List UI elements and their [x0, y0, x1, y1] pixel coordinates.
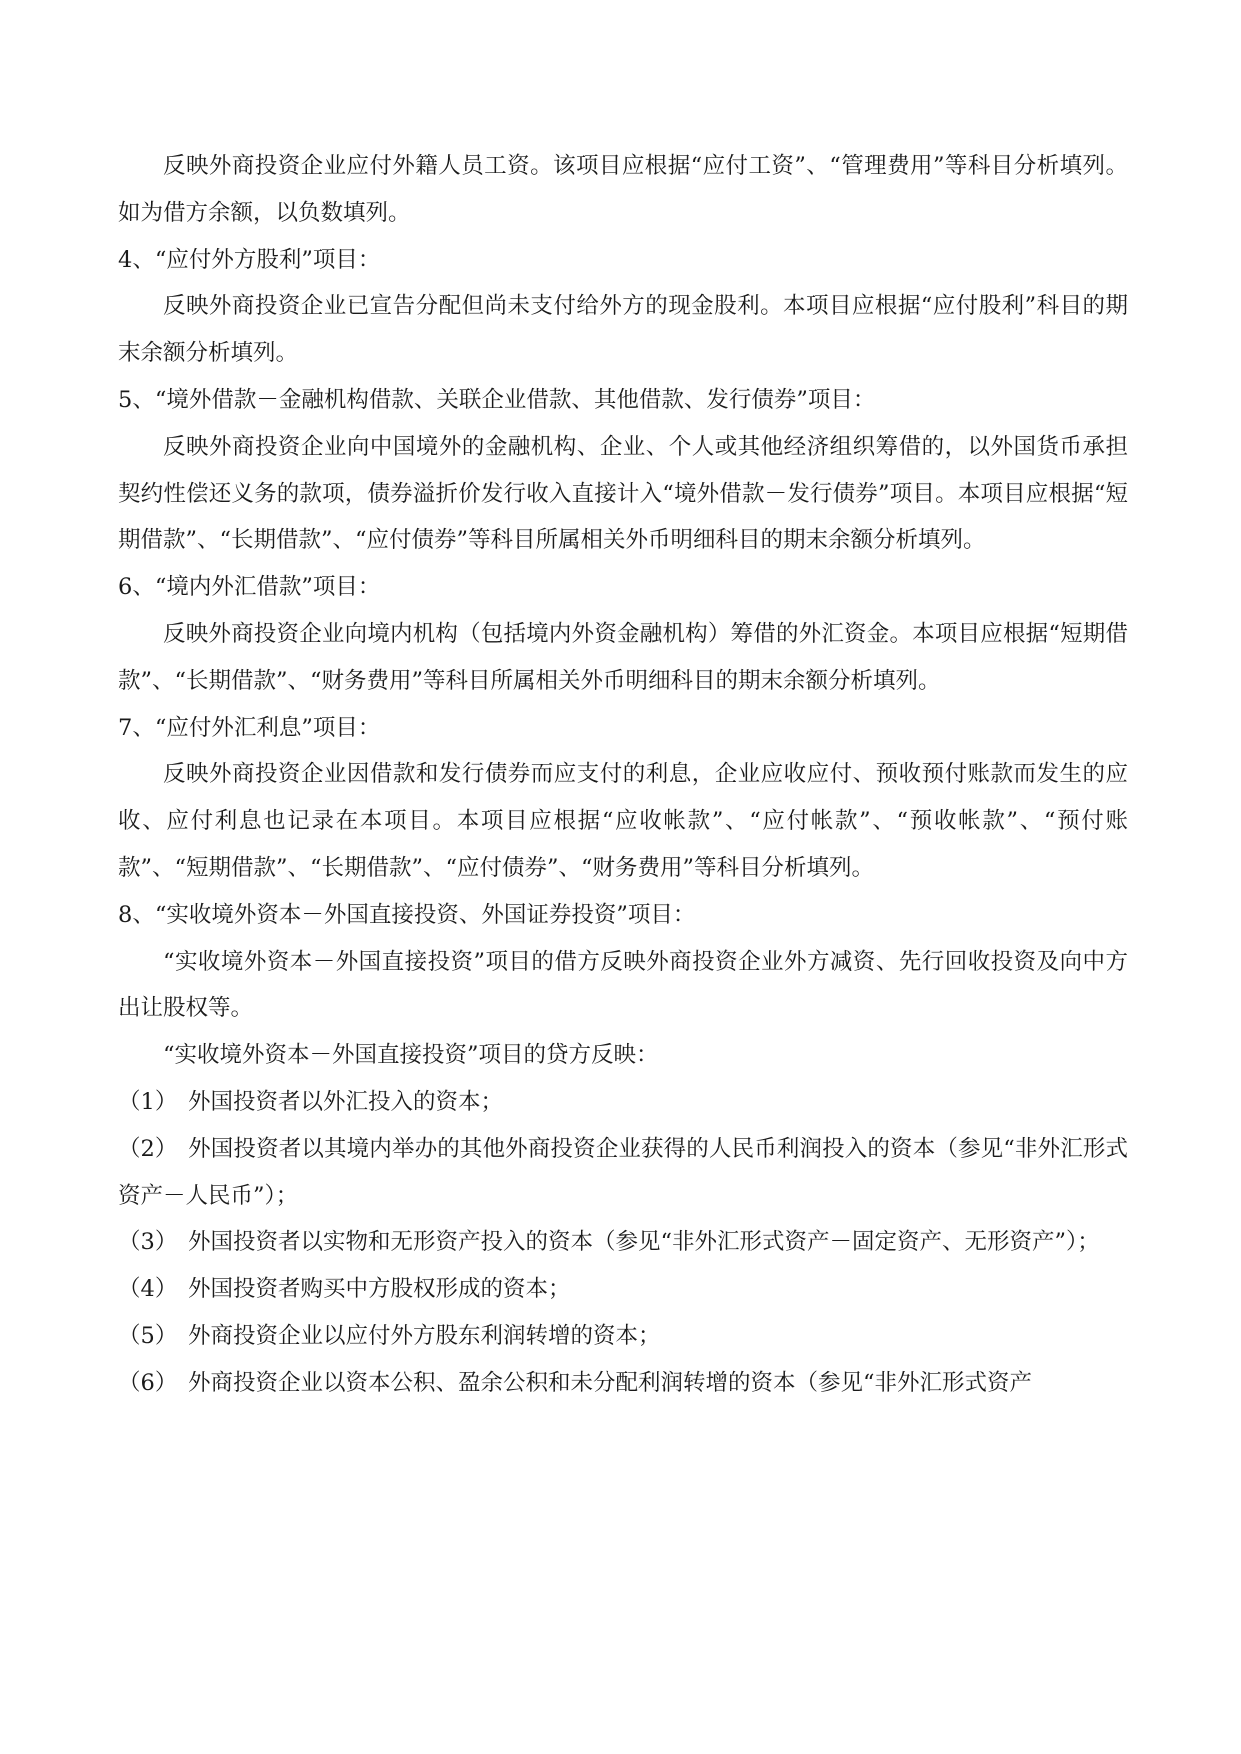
para-foreign-staff-wages: 反映外商投资企业应付外籍人员工资。该项目应根据“应付工资”、“管理费用”等科目分析填列。如为借方余额，以负数填列。: [118, 153, 1128, 226]
heading-item-7: 7、“应付外汇利息”项目：: [118, 714, 381, 741]
heading-item-4: 4、“应付外方股利”项目：: [118, 246, 381, 273]
para-item-6: 反映外商投资企业向境内机构（包括境内外资金融机构）筹借的外汇资金。本项目应根据“短期借款”、“长期借款”、“财务费用”等科目所属相关外币明细科目的期末余额分析填列。: [118, 620, 1128, 694]
list-text: 外国投资者以实物和无形资产投入的资本（参见“非外汇形式资产－固定资产、无形资产”）；: [188, 1229, 1100, 1256]
list-number: （4）: [118, 1276, 178, 1303]
list-text: 外商投资企业以应付外方股东利润转增的资本；: [188, 1322, 661, 1349]
para-item-7: 反映外商投资企业因借款和发行债券而应支付的利息，企业应收应付、预收预付账款而发生的应收、应付利息也记录在本项目。本项目应根据“应收帐款”、“应付帐款”、“预收帐款”、“预付账款”、“短期借款”、“长期借款”、“应付债券”、“财务费用”等科目分析填列。: [118, 761, 1128, 881]
list-number: （1）: [118, 1088, 178, 1115]
para-item-8-credit: “实收境外资本－外国直接投资”项目的贷方反映：: [163, 1042, 659, 1069]
heading-item-8: 8、“实收境外资本－外国直接投资、外国证券投资”项目：: [118, 901, 696, 928]
heading-item-5: 5、“境外借款－金融机构借款、关联企业借款、其他借款、发行债券”项目：: [118, 386, 876, 413]
list-text: 外国投资者以外汇投入的资本；: [188, 1088, 504, 1115]
list-item-5: [118, 1313, 1128, 1360]
heading-item-6: 6、“境内外汇借款”项目：: [118, 574, 381, 601]
list-text: 外国投资者以其境内举办的其他外商投资企业获得的人民币利润投入的资本（参见“非外汇形式资产－人民币”）；: [118, 1135, 1128, 1209]
list-number: （3）: [118, 1229, 178, 1256]
list-text: 外商投资企业以资本公积、盈余公积和未分配利润转增的资本（参见“非外汇形式资产: [188, 1369, 1033, 1396]
list-number: （6）: [118, 1369, 178, 1396]
para-item-5: 反映外商投资企业向中国境外的金融机构、企业、个人或其他经济组织筹借的，以外国货币承担契约性偿还义务的款项，债券溢折价发行收入直接计入“境外借款－发行债券”项目。本项目应根据“短期借款”、“长期借款”、“应付债券”等科目所属相关外币明细科目的期末余额分析填列。: [118, 433, 1128, 554]
list-item-1: [118, 1079, 1128, 1126]
list-item-3: [118, 1219, 1128, 1266]
list-item-4: [118, 1266, 1128, 1313]
list-number: （2）: [118, 1135, 178, 1162]
document-body: [118, 143, 1128, 1407]
list-item-2: [118, 1126, 1128, 1220]
list-item-6: [118, 1360, 1128, 1407]
para-item-8-debit: “实收境外资本－外国直接投资”项目的借方反映外商投资企业外方减资、先行回收投资及向中方出让股权等。: [118, 948, 1128, 1022]
list-number: （5）: [118, 1322, 178, 1349]
list-text: 外国投资者购买中方股权形成的资本；: [188, 1276, 571, 1303]
para-item-4: 反映外商投资企业已宣告分配但尚未支付给外方的现金股利。本项目应根据“应付股利”科目的期末余额分析填列。: [118, 293, 1128, 367]
